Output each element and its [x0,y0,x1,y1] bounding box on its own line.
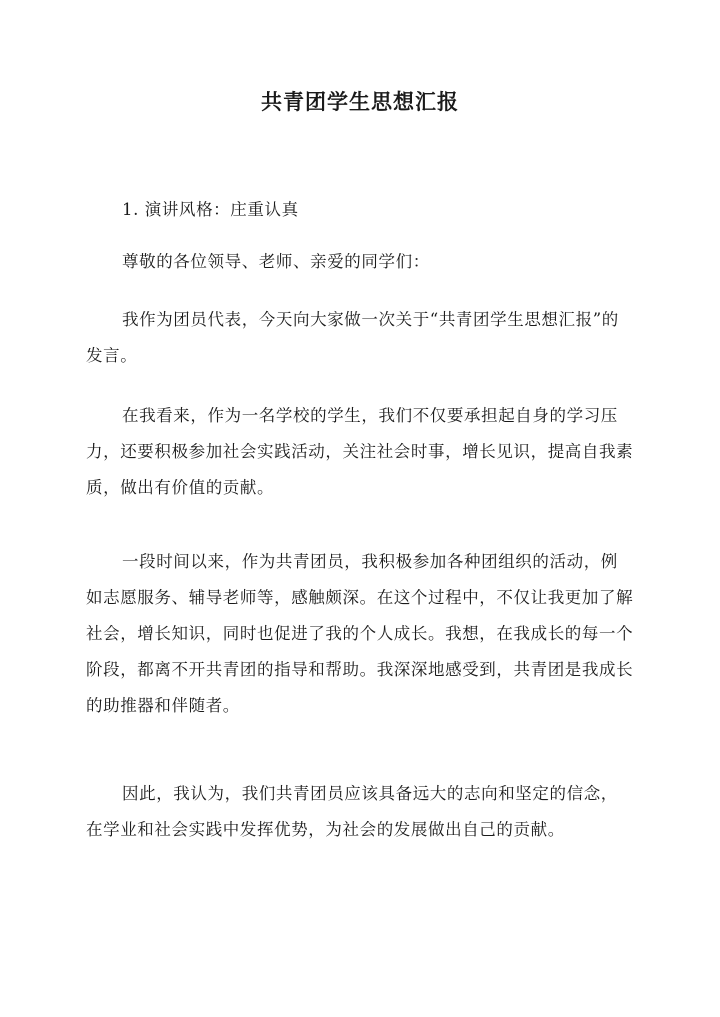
paragraph-2: 在我看来，作为一名学校的学生，我们不仅要承担起自身的学习压力，还要积极参加社会实践活动，关注社会时事，增长见识，提高自我素质，做出有价值的贡献。 [86,406,634,497]
document-title: 共青团学生思想汇报 [261,89,459,114]
paragraph-4: 因此，我认为，我们共青团员应该具备远大的志向和坚定的信念，在学业和社会实践中发挥优势，为社会的发展做出自己的贡献。 [86,784,618,839]
paragraph-3: 一段时间以来，作为共青团员，我积极参加各种团组织的活动，例如志愿服务、辅导老师等，感触颇深。在这个过程中，不仅让我更加了解社会，增长知识，同时也促进了我的个人成长。我想，在我成长的每一个阶段，都离不开共青团的指导和帮助。我深深地感受到，共青团是我成长的助推器和伴随者。 [86,552,634,715]
paragraph-1: 我作为团员代表，今天向大家做一次关于“共青团学生思想汇报”的发言。 [86,310,619,365]
greeting-line: 尊敬的各位领导、老师、亲爱的同学们： [122,252,430,271]
style-line: 1. 演讲风格：庄重认真 [122,200,299,219]
